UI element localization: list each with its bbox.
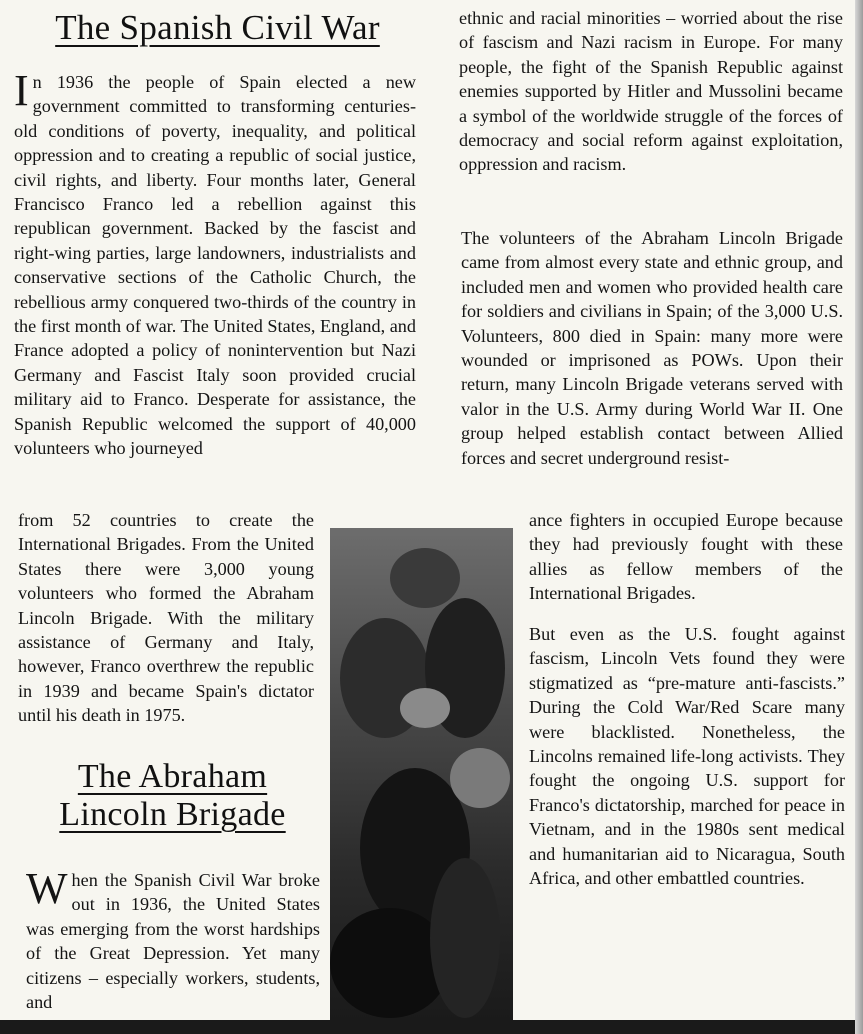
lincoln-paragraph	[26, 864, 320, 1014]
main-title: The Spanish Civil War	[55, 8, 380, 47]
bottom-border	[0, 1020, 863, 1034]
right-column-paragraph-3: But even as the U.S. fought against fascism, Lincoln Vets found they were stigmatized as “pre-mature anti-fascists.” During the Cold War/Red Scare many were blacklisted. Nonetheless, the Lincolns remained life-long activists. They fought the ongoing U.S. support for Franco's dictatorship, marched for peace in Vietnam, and in the 1980s sent medical and humanitarian aid to Nicaragua, South Africa, and other embattled countries.	[529, 624, 845, 889]
intro-paragraph	[14, 66, 416, 461]
intro-paragraph-continued: from 52 countries to create the International Brigades. From the United States there were 3,000 young volunteers who formed the Abraham Lincoln Brigade. With the military assistance of Germany and Italy, however, Franco overthrew the republic in 1939 and became Spain's dictator until his death in 1975.	[18, 510, 314, 726]
section-title: The Abraham Lincoln Brigade	[59, 758, 286, 833]
right-column-paragraph-2-continued: ance fighters in occupied Europe because they had previously fought with these allies as fellow members of the International Brigades.	[529, 510, 843, 604]
right-edge	[855, 0, 863, 1034]
right-column-paragraph-1: ethnic and racial minorities – worried about the rise of fascism and Nazi racism in Europe. For many people, the fight of the Spanish Republic against enemies supported by Hitler and Mussolini became a symbol of the worldwide struggle of the forces of democracy and social reform against exploitation, oppression and racism.	[459, 8, 843, 175]
right-column-paragraph-2: The volunteers of the Abraham Lincoln Brigade came from almost every state and ethnic group, and included men and women who provided health care for soldiers and civilians in Spain; of the 3,000 U.S. Volunteers, 800 died in Spain: many more were wounded or imprisoned as POWs. Upon their return, many Lincoln Brigade veterans served with valor in the U.S. Army during World War II. One group helped establish contact between Allied forces and secret underground resist-	[461, 228, 843, 468]
brigade-photograph	[330, 528, 513, 1022]
drop-cap: W	[26, 864, 68, 913]
drop-cap: I	[14, 66, 29, 115]
intro-paragraph-text: n 1936 the people of Spain elected a new government committed to transforming centuries-old conditions of poverty, inequality, and political oppression and to creating a republic of social justice, civil rights, and liberty. Four months later, General Francisco Franco led a rebellion against this republican government. Backed by the fascist and right-wing parties, large landowners, industrialists and conservative sections of the Catholic Church, the rebellious army conquered two-thirds of the country in the first month of war. The United States, England, and France adopted a policy of nonintervention but Nazi Germany and Fascist Italy soon provided crucial military aid to Franco. Desperate for assistance, the Spanish Republic welcomed the support of 40,000 volunteers who journeyed	[14, 72, 416, 459]
lincoln-paragraph-text: hen the Spanish Civil War broke out in 1936, the United States was emerging from the worst hardships of the Great Depression. Yet many citizens – especially workers, students, and	[26, 870, 320, 1013]
